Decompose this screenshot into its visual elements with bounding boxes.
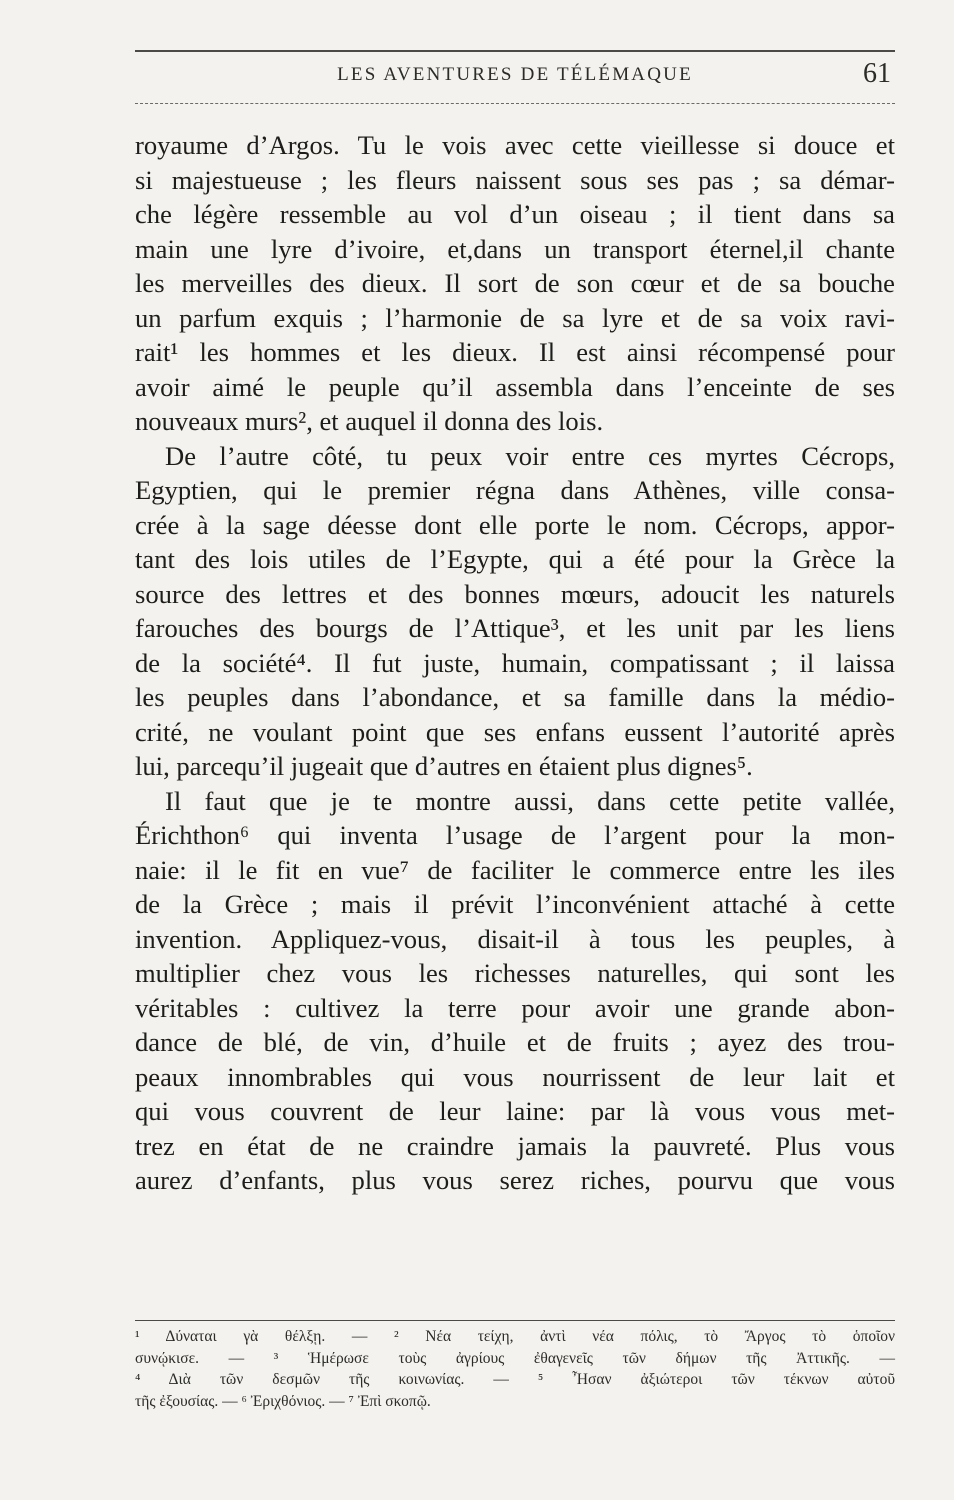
- page-number: 61: [863, 58, 891, 89]
- body-line: farouches des bourgs de l’Attique³, et les unit par les liens: [135, 613, 895, 643]
- body-line: Il faut que je te montre aussi, dans cette petite vallée,: [165, 785, 895, 816]
- body-line: véritables : cultivez la terre pour avoir une grande abon-: [135, 992, 895, 1023]
- running-head: [135, 58, 895, 92]
- body-line: main une lyre d’ivoire, et,dans un transport éternel,il chante: [135, 233, 895, 264]
- body-line: Egyptien, qui le premier régna dans Athènes, ville consa-: [135, 475, 895, 505]
- footnote-rule: [135, 1320, 895, 1321]
- body-line: invention. Appliquez-vous, disait-il à tous les peuples, à: [135, 923, 895, 954]
- footnote-line: τῆς ἐξουσίας. — ⁶ Ἐριχθόνιος. — ⁷ Ἐπὶ σκοπῷ.: [135, 1392, 431, 1410]
- body-text: [135, 128, 895, 1198]
- body-line: trez en état de ne craindre jamais la pauvreté. Plus vous: [135, 1130, 895, 1161]
- footnote-line: συνῴκισε. — ³ Ἡμέρωσε τοὺς ἀγρίους ἐθαγενεῖς τῶν δήμων τῆς Ἀττικῆς. —: [135, 1349, 895, 1367]
- body-line: si majestueuse ; les fleurs naissent sous ses pas ; sa démar-: [135, 164, 895, 195]
- footnotes: [135, 1326, 895, 1412]
- body-line: naie: il le fit en vue⁷ de faciliter le commerce entre les iles: [135, 854, 895, 885]
- body-line: de la société⁴. Il fut juste, humain, compatissant ; il laissa: [135, 647, 895, 678]
- body-line: qui vous couvrent de leur laine: par là vous vous met-: [135, 1096, 895, 1126]
- body-line: rait¹ les hommes et les dieux. Il est ainsi récompensé pour: [135, 337, 895, 367]
- body-line: peaux innombrables qui vous nourrissent de leur lait et: [135, 1061, 895, 1092]
- header-rule: [135, 103, 895, 104]
- footnote-line: ⁴ Διὰ τῶν δεσμῶν τῆς κοινωνίας. — ⁵ Ἦσαν ἀξιώτεροι τῶν τέκνων αὐτοῦ: [135, 1371, 895, 1388]
- body-line: source des lettres et des bonnes mœurs, adoucit les naturels: [135, 578, 895, 609]
- running-title: LES AVENTURES DE TÉLÉMAQUE: [337, 64, 693, 85]
- body-line: crité, ne voulant point que ses enfans eussent l’autorité après: [135, 716, 895, 747]
- body-line: multiplier chez vous les richesses naturelles, qui sont les: [135, 958, 895, 988]
- body-line: les merveilles des dieux. Il sort de son cœur et de sa bouche: [135, 268, 895, 298]
- body-line: aurez d’enfants, plus vous serez riches, pourvu que vous: [135, 1165, 895, 1195]
- body-line: de la Grèce ; mais il prévit l’inconvénient attaché à cette: [135, 889, 895, 919]
- body-line: crée à la sage déesse dont elle porte le nom. Cécrops, appor-: [135, 509, 895, 540]
- body-line: les peuples dans l’abondance, et sa famille dans la médio-: [135, 682, 895, 712]
- body-line: un parfum exquis ; l’harmonie de sa lyre et de sa voix ravi-: [135, 302, 895, 333]
- body-line: royaume d’Argos. Tu le vois avec cette vieillesse si douce et: [135, 130, 895, 160]
- body-line: De l’autre côté, tu peux voir entre ces myrtes Cécrops,: [165, 440, 895, 471]
- body-line: avoir aimé le peuple qu’il assembla dans l’enceinte de ses: [135, 371, 895, 402]
- body-line: dance de blé, de vin, d’huile et de fruits ; ayez des trou-: [135, 1027, 895, 1057]
- body-line: tant des lois utiles de l’Egypte, qui a été pour la Grèce la: [135, 544, 895, 574]
- body-line: nouveaux murs², et auquel il donna des lois.: [135, 406, 604, 436]
- body-line: Érichthon⁶ qui inventa l’usage de l’argent pour la mon-: [135, 820, 895, 850]
- body-line: che légère ressemble au vol d’un oiseau ; il tient dans sa: [135, 199, 895, 229]
- top-rule: [135, 50, 895, 52]
- body-line: lui, parcequ’il jugeait que d’autres en étaient plus dignes⁵.: [135, 751, 753, 781]
- footnote-line: ¹ Δύναται γὰ θέλξῃ. — ² Νέα τείχη, ἀντὶ νέα πόλις, τὸ Ἄργος τὸ ὁποῖον: [135, 1328, 895, 1345]
